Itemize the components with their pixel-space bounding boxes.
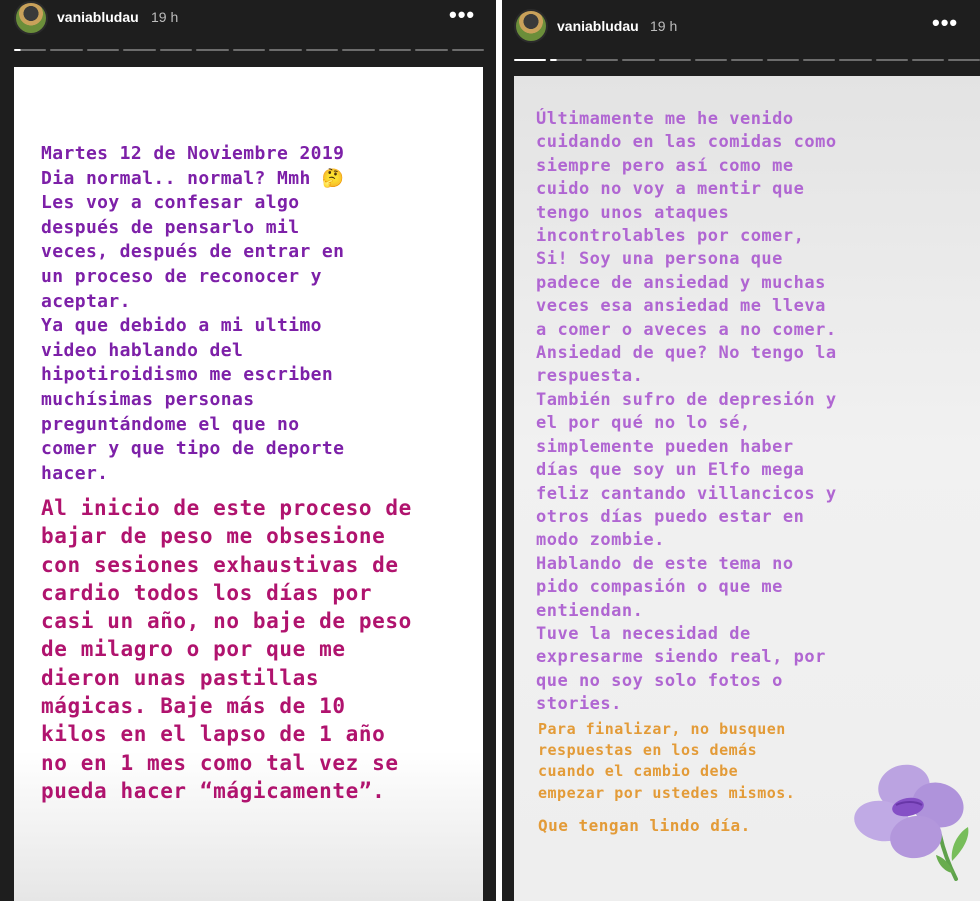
progress-segment [14, 49, 46, 51]
progress-segment [839, 59, 871, 61]
progress-segment [50, 49, 82, 51]
progress-segment [803, 59, 835, 61]
story-content[interactable] [514, 76, 980, 901]
story-panel-right[interactable] [502, 0, 980, 901]
story-progress-bar [514, 59, 980, 61]
progress-segment [912, 59, 944, 61]
more-options-icon[interactable]: ••• [449, 2, 476, 27]
progress-segment [550, 59, 582, 61]
progress-segment [622, 59, 654, 61]
story-text-highlight: Al inicio de este proceso de bajar de peso me obsesione con sesiones exhaustivas de cardio todos los días por casi un año, no baje de peso de milagro o por que me dieron unas pastillas mágicas. Baje más de 10 kilos en el lapso de 1 año no en 1 mes como tal vez se pueda hacer “mágicamente”. [41, 496, 412, 803]
progress-segment [514, 59, 546, 61]
story-text-conclusion: Para finalizar, no busquen respuestas en los demás cuando el cambio debe empezar por ustedes mismos. [538, 720, 796, 802]
story-timestamp: 19 h [650, 18, 678, 34]
progress-segment [731, 59, 763, 61]
progress-segment [196, 49, 228, 51]
username[interactable]: vaniabludau [57, 9, 139, 25]
avatar[interactable] [14, 1, 48, 35]
story-progress-bar [14, 49, 484, 51]
progress-segment [586, 59, 618, 61]
progress-segment [695, 59, 727, 61]
story-content[interactable] [14, 67, 483, 901]
progress-segment [948, 59, 980, 61]
story-header [502, 0, 980, 60]
flower-sticker-icon [852, 757, 974, 881]
progress-segment [452, 49, 484, 51]
story-header [0, 0, 496, 60]
progress-segment [123, 49, 155, 51]
story-text-closing: Que tengan lindo día. [538, 816, 751, 835]
progress-segment [306, 49, 338, 51]
progress-segment [379, 49, 411, 51]
progress-segment [87, 49, 119, 51]
story-text-intro: Martes 12 de Noviembre 2019 Dia normal.. normal? Mmh 🤔 Les voy a confesar algo después de pensarlo mil veces, después de entrar en un proceso de reconocer y aceptar. Ya que debido a mi ultimo video hablando del hipotiroidismo me escriben muchísimas personas preguntándome el que no comer y que tipo de deporte hacer. [41, 143, 345, 484]
progress-segment [269, 49, 301, 51]
progress-segment [342, 49, 374, 51]
story-timestamp: 19 h [151, 9, 179, 25]
progress-segment [233, 49, 265, 51]
progress-segment [415, 49, 447, 51]
progress-segment [876, 59, 908, 61]
progress-segment [160, 49, 192, 51]
story-text-body: Últimamente me he venido cuidando en las comidas como siempre pero así como me cuido no voy a mentir que tengo unos ataques incontrolables por comer, Si! Soy una persona que padece de ansiedad y muchas veces esa ansiedad me lleva a comer o aveces a no comer. Ansiedad de que? No tengo la respuesta. También sufro de depresión y el por qué no lo sé, simplemente pueden haber días que soy un Elfo mega feliz cantando villancicos y otros días puedo estar en modo zombie. Hablando de este tema no pido compasión o que me entiendan. Tuve la necesidad de expresarme siendo real, por que no soy solo fotos o stories. [536, 109, 837, 715]
progress-segment [767, 59, 799, 61]
progress-segment [659, 59, 691, 61]
avatar[interactable] [514, 9, 548, 43]
more-options-icon[interactable]: ••• [932, 10, 959, 35]
username[interactable]: vaniabludau [557, 18, 639, 34]
